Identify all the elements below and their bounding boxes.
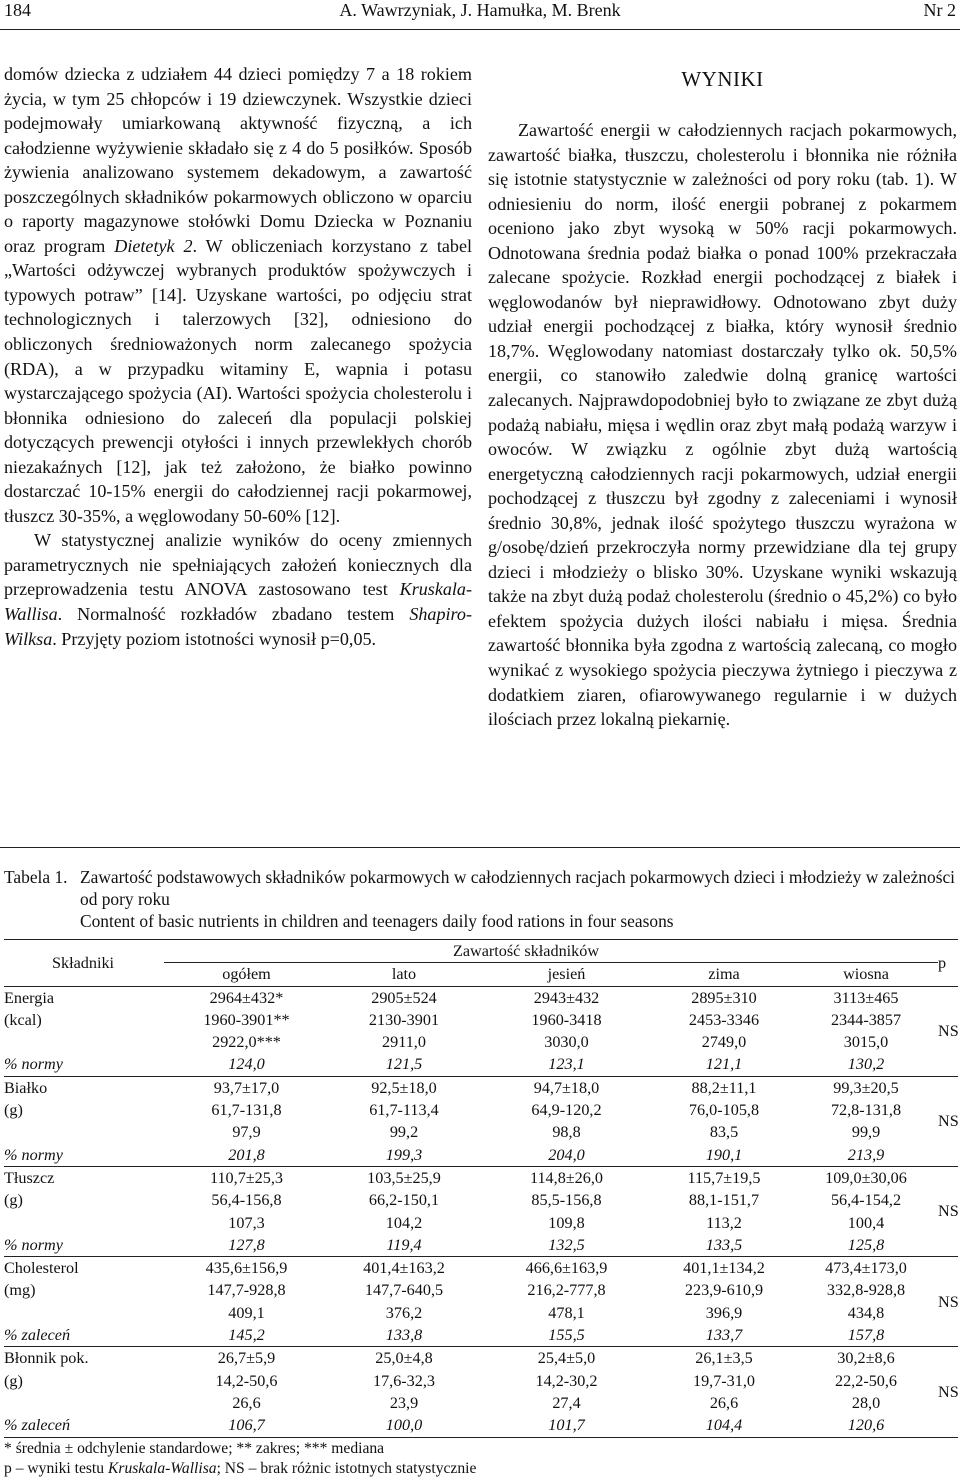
value-line: 83,5 <box>709 1123 739 1142</box>
page-header <box>0 0 960 26</box>
footnote-2 <box>4 1459 958 1479</box>
text-run: W statystycznej analizie wyników do oceny zmiennych parametrycznych nie spełniających założeń koniecznych dla przeprowadzenia testu ANOVA zastosowano test <box>4 530 472 600</box>
value-line: 107,3 <box>228 1213 265 1232</box>
norm-value: 204,0 <box>479 1144 654 1167</box>
value-line: 61,7-113,4 <box>369 1101 439 1120</box>
table-label: Tabela 1. <box>4 867 68 887</box>
norm-label: % normy <box>4 1053 164 1076</box>
value-line: 2895±310 <box>691 988 757 1007</box>
value-line: 2344-3857 <box>830 1010 902 1029</box>
nutrient-name-line: Energia <box>4 988 55 1007</box>
nutrient-name <box>4 1166 164 1233</box>
table-body <box>4 986 958 1437</box>
value-cell <box>164 986 329 1053</box>
text-run: . Normalność rozkładów zbadano testem <box>57 604 410 625</box>
value-line: 109,8 <box>548 1213 585 1232</box>
norm-value: 155,5 <box>479 1324 654 1347</box>
value-line: 93,7±17,0 <box>213 1078 280 1097</box>
value-line: 64,9-120,2 <box>531 1101 602 1120</box>
norm-value: 132,5 <box>479 1234 654 1257</box>
value-line: 99,2 <box>389 1123 419 1142</box>
value-line: 25,4±5,0 <box>537 1349 596 1368</box>
value-cell <box>479 1166 654 1233</box>
nutrient-row <box>4 1347 958 1414</box>
norm-value: 123,1 <box>479 1053 654 1076</box>
page-number: 184 <box>4 0 31 20</box>
nutrient-row <box>4 1257 958 1324</box>
value-cell <box>329 1076 479 1143</box>
value-line: 103,5±25,9 <box>367 1168 441 1187</box>
nutrient-name-line: (mg) <box>4 1281 36 1300</box>
norm-label: % zaleceń <box>4 1414 164 1437</box>
value-line: 216,2-777,8 <box>527 1281 606 1300</box>
value-line: 88,2±11,1 <box>691 1078 757 1097</box>
value-line: 14,2-50,6 <box>215 1371 278 1390</box>
norm-value: 121,5 <box>329 1053 479 1076</box>
value-line: 104,2 <box>385 1213 423 1232</box>
issue-number: Nr 2 <box>923 0 956 20</box>
value-line: 3113±465 <box>833 988 899 1007</box>
nutrient-name-line: Błonnik pok. <box>4 1349 89 1368</box>
program-name: Dietetyk 2 <box>114 235 193 256</box>
value-line: 223,9-610,9 <box>684 1281 764 1300</box>
header-rule <box>0 29 960 30</box>
nutrient-table <box>4 939 958 1438</box>
footnote-1: * średnia ± odchylenie standardowe; ** zakres; *** mediana <box>4 1440 385 1457</box>
value-line: 17,6-32,3 <box>372 1371 436 1390</box>
value-cell <box>329 1166 479 1233</box>
nutrient-name-line: (kcal) <box>4 1010 42 1029</box>
nutrient-name <box>4 986 164 1053</box>
norm-value: 120,6 <box>794 1414 938 1437</box>
value-line: 88,1-151,7 <box>688 1191 760 1210</box>
value-line: 97,9 <box>232 1123 261 1142</box>
value-cell <box>164 1257 329 1324</box>
value-line: 2130-3901 <box>368 1010 440 1029</box>
value-line: 14,2-30,2 <box>535 1371 598 1390</box>
test-name: Kruskala-Wallisa <box>4 579 472 625</box>
table-footnotes <box>4 1439 958 1479</box>
season-header: lato <box>329 963 479 986</box>
value-line: 3015,0 <box>843 1033 889 1052</box>
value-cell <box>329 986 479 1053</box>
value-line: 100,4 <box>847 1213 885 1232</box>
head-nutrient <box>4 940 164 987</box>
nutrient-name-line: (g) <box>4 1191 23 1210</box>
norm-value: 145,2 <box>164 1324 329 1347</box>
norm-value: 133,7 <box>654 1324 794 1347</box>
norm-value: 101,7 <box>479 1414 654 1437</box>
value-line: 435,6±156,9 <box>205 1259 288 1278</box>
season-header: ogółem <box>164 963 329 986</box>
head-group <box>164 940 938 963</box>
value-cell <box>794 986 938 1053</box>
nutrient-name-line: (g) <box>4 1101 23 1120</box>
norm-row <box>4 1324 958 1347</box>
value-line: 2943±432 <box>533 988 600 1007</box>
text-run: domów dziecka z udziałem 44 dzieci pomiędzy 7 a 18 rokiem życia, w tym 25 chłopców i 19 dziewczynek. Wszystkie dzieci podejmowały umiarkowaną aktywność fizyczną, a ich całodzienne wyżywienie składało się z 4 do 5 posiłków. Sposób żywienia analizowano systemem dekadowym, a zawartość poszczególnych składników pokarmowych obliczono w oparciu o raporty magazynowe stołówki Domu Dziecka w Poznaniu oraz program <box>4 64 472 256</box>
value-line: 478,1 <box>548 1303 585 1322</box>
season-header: wiosna <box>794 963 938 986</box>
text-run: . Przyjęty poziom istotności wynosił p=0,05. <box>52 628 377 649</box>
nutrient-row <box>4 986 958 1053</box>
value-cell <box>654 1347 794 1414</box>
value-line: 92,5±18,0 <box>371 1078 437 1097</box>
norm-value: 133,8 <box>329 1324 479 1347</box>
methods-paragraph-2 <box>4 528 472 651</box>
head-p: p <box>938 940 958 987</box>
right-column <box>488 63 957 732</box>
value-line: 109,0±30,06 <box>825 1168 907 1187</box>
value-cell <box>794 1257 938 1324</box>
nutrient-name-line <box>4 1392 164 1414</box>
norm-value: 100,0 <box>329 1414 479 1437</box>
value-line: 3030,0 <box>544 1033 589 1052</box>
value-line: 26,6 <box>232 1393 261 1412</box>
value-line: 26,1±3,5 <box>695 1349 753 1368</box>
value-line: 28,0 <box>851 1393 881 1412</box>
value-line: 147,7-640,5 <box>364 1281 444 1300</box>
p-value-cell: NS <box>938 1347 958 1437</box>
section-rule <box>0 847 960 848</box>
value-line: 376,2 <box>385 1303 423 1322</box>
value-line: 114,8±26,0 <box>529 1168 604 1187</box>
table-title-pl: Zawartość podstawowych składników pokarmowych w całodziennych racjach pokarmowych dzieci i młodzieży w zależności od pory roku <box>80 867 956 909</box>
section-title: WYNIKI <box>681 67 764 91</box>
value-line: 2905±524 <box>371 988 437 1007</box>
norm-value: 121,1 <box>654 1053 794 1076</box>
value-line: 1960-3901** <box>203 1010 290 1029</box>
norm-value: 104,4 <box>654 1414 794 1437</box>
value-line: 26,7±5,9 <box>217 1349 276 1368</box>
norm-value: 190,1 <box>654 1144 794 1167</box>
norm-value: 130,2 <box>794 1053 938 1076</box>
nutrient-name-line: Cholesterol <box>4 1259 79 1278</box>
nutrient-row <box>4 1076 958 1143</box>
value-line: 61,7-131,8 <box>211 1101 282 1120</box>
value-cell <box>794 1076 938 1143</box>
value-cell <box>164 1166 329 1233</box>
norm-value: 106,7 <box>164 1414 329 1437</box>
value-cell <box>164 1076 329 1143</box>
test-name: Shapiro-Wilksa <box>4 604 472 649</box>
value-cell <box>794 1166 938 1233</box>
nutrient-name-line: Tłuszcz <box>4 1168 55 1187</box>
value-line: 401,4±163,2 <box>363 1259 445 1278</box>
value-line: 1960-3418 <box>531 1010 602 1029</box>
table-title-en: Content of basic nutrients in children and teenagers daily food rations in four seasons <box>80 911 674 931</box>
norm-label: % zaleceń <box>4 1324 164 1347</box>
value-line: 2749,0 <box>701 1033 747 1052</box>
value-line: 26,6 <box>709 1393 739 1412</box>
value-cell <box>329 1257 479 1324</box>
value-cell <box>654 1076 794 1143</box>
norm-row <box>4 1234 958 1257</box>
nutrient-name-line <box>4 1031 164 1053</box>
norm-row <box>4 1144 958 1167</box>
value-line: 27,4 <box>552 1393 581 1412</box>
nutrient-name <box>4 1347 164 1414</box>
value-line: 72,8-131,8 <box>830 1101 902 1120</box>
norm-row <box>4 1414 958 1437</box>
value-line: 30,2±8,6 <box>837 1349 895 1368</box>
value-line: 99,3±20,5 <box>833 1078 899 1097</box>
value-line: 23,9 <box>389 1393 419 1412</box>
value-line: 19,7-31,0 <box>692 1371 756 1390</box>
season-header: jesień <box>479 963 654 986</box>
norm-value: 201,8 <box>164 1144 329 1167</box>
nutrient-name-line: Białko <box>4 1078 48 1097</box>
value-line: 76,0-105,8 <box>688 1101 760 1120</box>
nutrient-row <box>4 1166 958 1233</box>
norm-value: 157,8 <box>794 1324 938 1347</box>
value-cell <box>479 1257 654 1324</box>
norm-value: 199,3 <box>329 1144 479 1167</box>
head-nutrient-label: Składniki <box>52 953 115 972</box>
norm-value: 124,0 <box>164 1053 329 1076</box>
value-line: 401,1±134,2 <box>683 1259 765 1278</box>
test-name: Kruskala-Wallisa <box>107 1460 217 1477</box>
norm-label: % normy <box>4 1234 164 1257</box>
nutrient-name-line: (g) <box>4 1371 23 1390</box>
value-cell <box>164 1347 329 1414</box>
value-line: 147,7-928,8 <box>207 1281 286 1300</box>
value-line: 434,8 <box>847 1303 885 1322</box>
value-cell <box>794 1347 938 1414</box>
norm-row <box>4 1053 958 1076</box>
value-line: 473,4±173,0 <box>825 1259 907 1278</box>
head-group-label: Zawartość składników <box>452 942 600 960</box>
p-value-cell: NS <box>938 1257 958 1347</box>
methods-paragraph-1 <box>4 62 472 528</box>
value-cell <box>479 1076 654 1143</box>
p-value-cell: NS <box>938 986 958 1076</box>
norm-value: 127,8 <box>164 1234 329 1257</box>
norm-value: 213,9 <box>794 1144 938 1167</box>
season-header: zima <box>654 963 794 986</box>
value-line: 466,6±163,9 <box>525 1259 608 1278</box>
p-value-cell: NS <box>938 1076 958 1166</box>
value-line: 99,9 <box>851 1123 881 1142</box>
value-line: 98,8 <box>552 1123 581 1142</box>
nutrient-name-line <box>4 1302 164 1324</box>
value-line: 396,9 <box>705 1303 743 1322</box>
value-line: 2911,0 <box>382 1033 426 1052</box>
value-line: 66,2-150,1 <box>368 1191 440 1210</box>
p-value-cell: NS <box>938 1166 958 1256</box>
value-cell <box>654 1257 794 1324</box>
value-line: 85,5-156,8 <box>531 1191 602 1210</box>
value-line: 22,2-50,6 <box>834 1371 898 1390</box>
value-line: 94,7±18,0 <box>533 1078 600 1097</box>
value-line: 110,7±25,3 <box>209 1168 284 1187</box>
norm-label: % normy <box>4 1144 164 1167</box>
value-line: 409,1 <box>228 1303 265 1322</box>
value-cell <box>654 986 794 1053</box>
value-line: 2964±432* <box>209 988 284 1007</box>
left-column <box>4 62 472 651</box>
value-line: 56,4-156,8 <box>211 1191 282 1210</box>
value-line: 332,8-928,8 <box>826 1281 906 1300</box>
text-run: ; NS – brak różnic istotnych statystycznie <box>216 1460 477 1477</box>
value-cell <box>654 1166 794 1233</box>
table-head-row <box>4 940 958 963</box>
text-run: p – wyniki testu <box>4 1460 108 1477</box>
value-cell <box>329 1347 479 1414</box>
nutrient-name-line <box>4 1212 164 1234</box>
value-line: 115,7±19,5 <box>687 1168 761 1187</box>
value-cell <box>479 986 654 1053</box>
nutrient-name <box>4 1257 164 1324</box>
value-cell <box>479 1347 654 1414</box>
value-line: 25,0±4,8 <box>375 1349 433 1368</box>
running-head-authors: A. Wawrzyniak, J. Hamułka, M. Brenk <box>339 0 621 20</box>
nutrient-name <box>4 1076 164 1143</box>
value-line: 2922,0*** <box>212 1033 281 1052</box>
norm-value: 119,4 <box>329 1234 479 1257</box>
text-run: . W obliczeniach korzystano z tabel „Wartości odżywczej wybranych produktów spożywczych i typowych potraw” [14]. Uzyskane wartości, po odjęciu strat technologicznych i talerzowych [32], odniesiono do obliczonych średnioważonych norm zalecanego spożycia (RDA), a w przypadku witaminy E, wapnia i potasu wystarczającego spożycia (AI). Wartości spożycia cholesterolu i błonnika odniesiono do zaleceń dla populacji polskiej dotyczących prewencji otyłości i innych przewlekłych chorób niezakaźnych [12], jak też założono, że białko powinno dostarczać 10-15% energii do całodziennej racji pokarmowej, tłuszcz 30-35%, a węglowodany 50-60% [12]. <box>4 235 473 526</box>
value-line: 2453-3346 <box>688 1010 760 1029</box>
value-line: 113,2 <box>706 1213 742 1232</box>
norm-value: 133,5 <box>654 1234 794 1257</box>
nutrient-name-line <box>4 1121 164 1143</box>
norm-value: 125,8 <box>794 1234 938 1257</box>
value-line: 56,4-154,2 <box>830 1191 902 1210</box>
results-paragraph: Zawartość energii w całodziennych racjach pokarmowych, zawartość białka, tłuszczu, cholesterolu i błonnika nie różniła się istotnie statystycznie w zależności od pory roku (tab. 1). W odniesieniu do norm, ilość energii pobranej z pokarmem oceniono jako zbyt wysoką w 50% racji pokarmowych. Odnotowana średnia podaż białka o ponad 100% przekraczała zalecane spożycie. Rozkład energii pochodzącej z białek i węglowodanów był nieprawidłowy. Odnotowano zbyt duży udział energii pochodzącej z białka, który wynosił średnio 18,7%. Węglowodany natomiast dostarczały tylko ok. 50,5% energii, co stanowiło zaledwie dolną granicę wartości zalecanych. Najprawdopodobniej było to związane ze zbyt dużą podażą nabiału, mięsa i wędlin oraz zbyt małą podażą warzyw i owoców. W związku z ogólnie zbyt dużą wartością energetyczną całodziennych racji pokarmowych, udział energii pochodzącej z tłuszczu był zgodny z zaleceniami i wynosił średnio 30,8%, jednak ilość spożytego tłuszczu wyrażona w g/osobę/dzień przekroczyła normy przewidziane dla tej grupy dzieci i młodzieży o blisko 30%. Uzyskane wyniki wskazują także na zbyt dużą podaż cholesterolu (średnio o 45,2%) co było efektem spożycia dużych ilości nabiału i mięsa. Średnia zawartość błonnika była zgodna z wartością zalecaną, co mogło wynikać z wysokiego spożycia pieczywa żytniego i pieczywa z dodatkiem ziaren, ofiarowywanego regularnie i w dużych ilościach przez lokalną piekarnię. <box>488 120 957 730</box>
